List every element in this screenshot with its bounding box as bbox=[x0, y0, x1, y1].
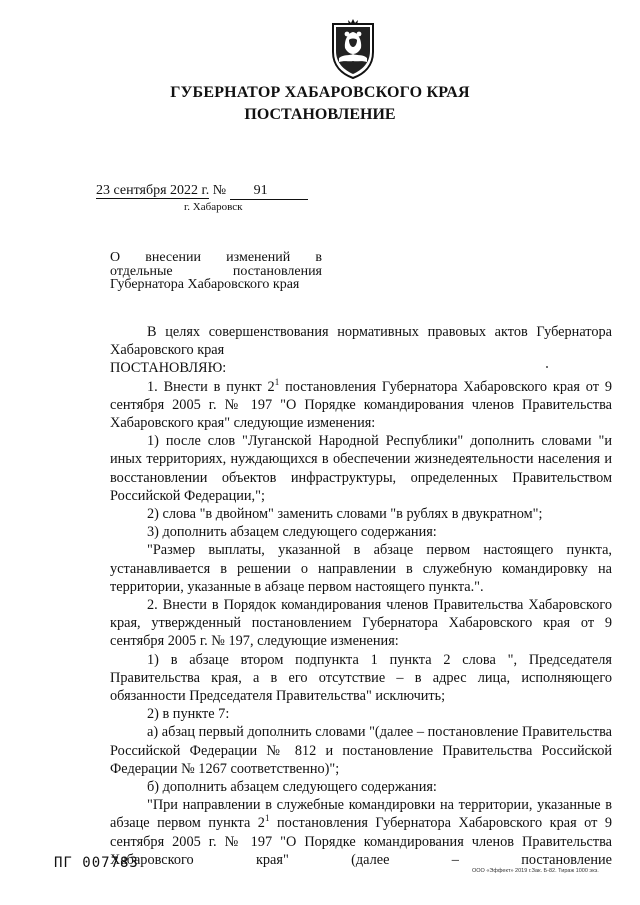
paragraph-1-start: 1. Внести в пункт 2 bbox=[147, 378, 275, 395]
paragraph-2-item-2b-text-start: "При направлении в служебные командировки на территории, указанные в абзаце первом пункта 2 bbox=[110, 797, 612, 832]
decree-word: ПОСТАНОВЛЯЮ: bbox=[110, 360, 227, 377]
document-number: 91 bbox=[230, 183, 308, 200]
authority-heading: ГУБЕРНАТОР ХАБАРОВСКОГО КРАЯ bbox=[170, 84, 470, 101]
paragraph-2-item-2b-text bbox=[110, 796, 612, 869]
title-line-2: отдельные постановления bbox=[110, 263, 322, 279]
form-serial-number: ПГ 007783 bbox=[54, 855, 139, 871]
document-type-heading: ПОСТАНОВЛЕНИЕ bbox=[244, 106, 396, 123]
number-label: № bbox=[212, 183, 227, 198]
city: г. Хабаровск bbox=[184, 201, 243, 213]
paragraph-1-item-3-text: "Размер выплаты, указанной в абзаце первом настоящего пункта, устанавливается в решении о направлении в служебную командировку на территории, указанные в абзаце первом настоящего пункта.". bbox=[110, 542, 612, 595]
title-line-3: Губернатора Хабаровского края bbox=[110, 277, 300, 292]
title-line-1: О внесении изменений в bbox=[110, 250, 322, 265]
date-number-line bbox=[96, 183, 308, 200]
document-body bbox=[110, 323, 612, 869]
paragraph-1 bbox=[110, 378, 612, 433]
paragraph-2-item-1: 1) в абзаце втором подпункта 1 пункта 2 слова ", Председателя Правительства края, а в его отсутствие – в адрес лица, исполняющего обязанности Председателя Правительства" исключить; bbox=[110, 651, 612, 705]
paragraph-1-superscript: 1 bbox=[274, 376, 280, 387]
paragraph-2-item-2b-text-rest: постановления Губернатора Хабаровского края от 9 сентября 2005 г. № 197 "О Порядке командирования членов Правительства Хабаровского края" (далее – постановление bbox=[110, 815, 612, 868]
paragraph-1-item-2: 2) слова "в двойном" заменить словами "в рублях в двукратном"; bbox=[147, 506, 543, 523]
intro-paragraph: В целях совершенствования нормативных правовых актов Губернатора Хабаровского края bbox=[110, 324, 612, 359]
paragraph-2-item-2: 2) в пункте 7: bbox=[147, 706, 230, 723]
paragraph-1-rest: постановления Губернатора Хабаровского края от 9 сентября 2005 г. № 197 "О Порядке командирования членов Правительства Хабаровского края" следующие изменения: bbox=[110, 378, 612, 432]
paragraph-1-item-1: 1) после слов "Луганской Народной Республики" дополнить словами "и иных территориях, нуждающихся в обеспечении жизнедеятельности населения и восстановлении объектов инфраструктуры, определенных Правительством Российской Федерации,"; bbox=[110, 433, 612, 504]
paragraph-2-item-2a: а) абзац первый дополнить словами "(далее – постановление Правительства Российской Федерации № 812 и постановление Правительства Российской Федерации № 1267 соответственно)"; bbox=[110, 724, 612, 777]
khabarovsk-coat-of-arms-icon bbox=[330, 18, 376, 80]
document-date: 23 сентября 2022 г. bbox=[96, 183, 210, 198]
document-title bbox=[110, 251, 322, 292]
printer-imprint: ООО «Эффект» 2019 г.Зак. Б-82. Тираж 1000 экз. bbox=[472, 868, 599, 874]
paragraph-2-item-2b-superscript: 1 bbox=[264, 813, 270, 824]
paragraph-2-item-2b: б) дополнить абзацем следующего содержания: bbox=[147, 779, 437, 796]
paragraph-1-item-3: 3) дополнить абзацем следующего содержания: bbox=[147, 524, 437, 541]
paragraph-2: 2. Внести в Порядок командирования членов Правительства Хабаровского края, утвержденный постановлением Губернатора Хабаровского края от 9 сентября 2005 г. № 197, следующие изменения: bbox=[110, 597, 612, 650]
